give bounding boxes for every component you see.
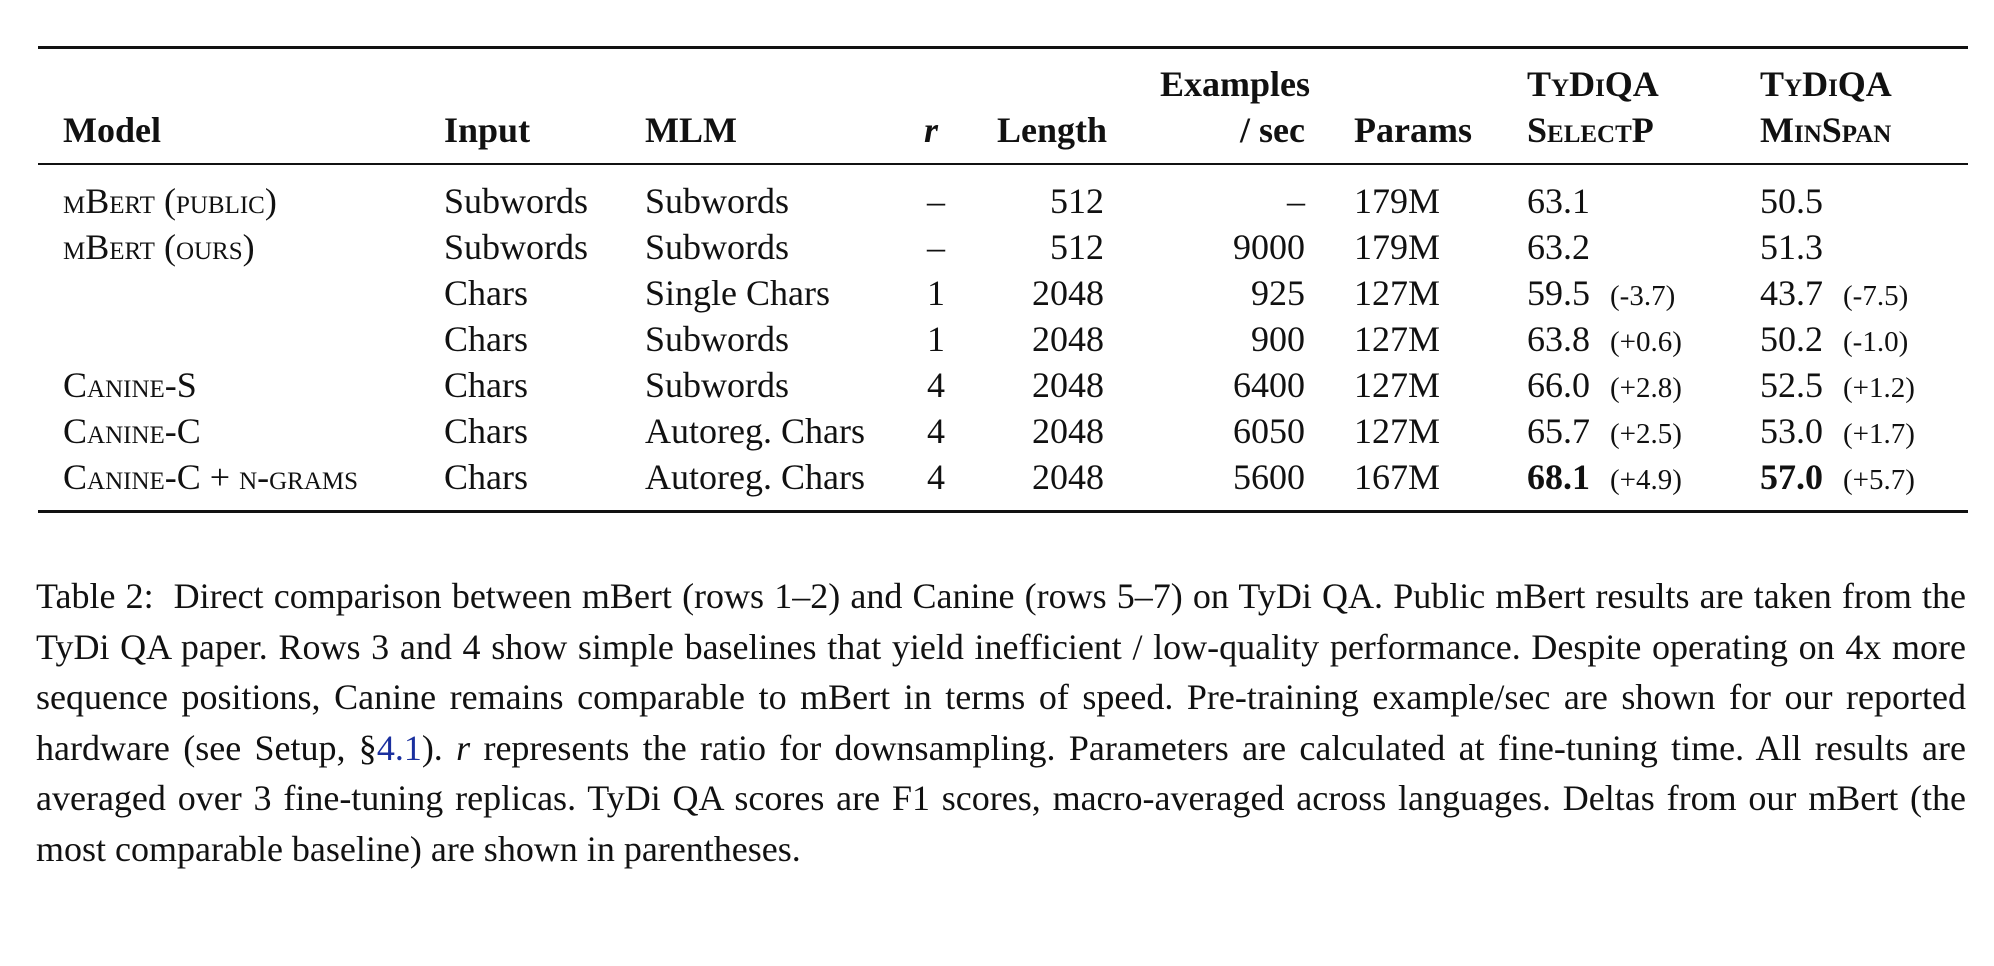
minspan-delta: (+5.7) xyxy=(1843,464,1915,496)
cell-model: Canine-S xyxy=(63,365,197,405)
cell-examples: 6400 xyxy=(1233,365,1305,405)
header-examples-line2: / sec xyxy=(1240,110,1305,150)
cell-minspan xyxy=(1760,408,1915,457)
cell-examples: 5600 xyxy=(1233,457,1305,497)
cell-minspan xyxy=(1760,270,1908,319)
table-top-rule xyxy=(38,46,1968,49)
cell-r: – xyxy=(927,227,945,267)
cell-r: – xyxy=(927,181,945,221)
minspan-score: 53.0 xyxy=(1760,411,1823,451)
cell-model: Canine-C + n-grams xyxy=(63,457,359,497)
cell-mlm: Subwords xyxy=(645,227,790,267)
selectp-score: 63.1 xyxy=(1527,181,1590,221)
cell-length: 2048 xyxy=(1032,457,1104,497)
table-row xyxy=(0,270,1994,316)
cell-length: 2048 xyxy=(1032,365,1104,405)
cell-model: mBert (ours) xyxy=(63,227,255,267)
cell-length: 2048 xyxy=(1032,411,1104,451)
section-link[interactable]: 4.1 xyxy=(376,727,422,768)
selectp-delta: (+2.8) xyxy=(1610,372,1682,404)
cell-length: 512 xyxy=(1050,181,1104,221)
cell-params: 179M xyxy=(1354,181,1441,221)
header-tydiqa-minspan-line2: MinSpan xyxy=(1760,110,1892,150)
cell-input: Chars xyxy=(444,411,528,451)
cell-params: 179M xyxy=(1354,227,1441,267)
cell-examples: 925 xyxy=(1251,273,1305,313)
cell-selectp xyxy=(1527,408,1682,457)
header-input: Input xyxy=(444,110,531,150)
cell-r: 4 xyxy=(927,457,945,497)
selectp-delta: (+4.9) xyxy=(1610,464,1682,496)
cell-input: Chars xyxy=(444,365,528,405)
minspan-score: 52.5 xyxy=(1760,365,1823,405)
selectp-score: 63.2 xyxy=(1527,227,1590,267)
cell-input: Chars xyxy=(444,319,528,359)
cell-params: 127M xyxy=(1354,319,1441,359)
minspan-delta: (+1.2) xyxy=(1843,372,1915,404)
cell-length: 2048 xyxy=(1032,319,1104,359)
cell-minspan xyxy=(1760,316,1908,365)
table-bottom-rule xyxy=(38,510,1968,513)
cell-selectp xyxy=(1527,316,1682,365)
table-row xyxy=(0,454,1994,500)
cell-input: Chars xyxy=(444,457,528,497)
cell-selectp xyxy=(1527,224,1590,270)
selectp-score: 65.7 xyxy=(1527,411,1590,451)
selectp-score: 63.8 xyxy=(1527,319,1590,359)
cell-selectp xyxy=(1527,270,1675,319)
cell-examples: 6050 xyxy=(1233,411,1305,451)
caption-label: Table 2: xyxy=(36,576,154,616)
cell-minspan xyxy=(1760,362,1915,411)
header-examples-line1: Examples xyxy=(1159,64,1310,104)
cell-r: 1 xyxy=(927,273,945,313)
header-r: r xyxy=(924,110,939,150)
caption-r-symbol: r xyxy=(456,727,471,768)
cell-mlm: Autoreg. Chars xyxy=(645,457,865,497)
minspan-score: 43.7 xyxy=(1760,273,1823,313)
cell-mlm: Subwords xyxy=(645,181,790,221)
cell-minspan xyxy=(1760,454,1915,503)
selectp-delta: (-3.7) xyxy=(1610,280,1676,312)
selectp-delta: (+0.6) xyxy=(1610,326,1682,358)
cell-length: 2048 xyxy=(1032,273,1104,313)
minspan-score: 50.5 xyxy=(1760,181,1823,221)
cell-selectp xyxy=(1527,362,1682,411)
cell-r: 1 xyxy=(927,319,945,359)
selectp-score: 68.1 xyxy=(1527,457,1590,497)
header-model: Model xyxy=(63,110,161,150)
cell-r: 4 xyxy=(927,411,945,451)
table-row xyxy=(0,316,1994,362)
minspan-score: 57.0 xyxy=(1760,457,1823,497)
cell-model: mBert (public) xyxy=(63,181,277,221)
cell-examples: 9000 xyxy=(1233,227,1305,267)
cell-model: Canine-C xyxy=(63,411,201,451)
header-params: Params xyxy=(1354,110,1472,150)
minspan-score: 50.2 xyxy=(1760,319,1823,359)
table-caption xyxy=(36,571,1966,874)
cell-params: 127M xyxy=(1354,411,1441,451)
cell-examples: – xyxy=(1287,181,1305,221)
cell-selectp xyxy=(1527,178,1590,224)
cell-minspan xyxy=(1760,224,1823,270)
cell-minspan xyxy=(1760,178,1823,224)
cell-params: 127M xyxy=(1354,273,1441,313)
cell-mlm: Single Chars xyxy=(645,273,830,313)
header-tydiqa-selectp-line1: TyDiQA xyxy=(1527,64,1659,104)
minspan-delta: (-1.0) xyxy=(1843,326,1909,358)
minspan-score: 51.3 xyxy=(1760,227,1823,267)
header-tydiqa-selectp-line2: SelectP xyxy=(1527,110,1654,150)
cell-params: 127M xyxy=(1354,365,1441,405)
cell-input: Subwords xyxy=(444,227,589,267)
header-mlm: MLM xyxy=(645,110,737,150)
cell-params: 167M xyxy=(1354,457,1441,497)
cell-r: 4 xyxy=(927,365,945,405)
cell-input: Chars xyxy=(444,273,528,313)
cell-mlm: Subwords xyxy=(645,365,790,405)
selectp-delta: (+2.5) xyxy=(1610,418,1682,450)
caption-text-part2: ). xyxy=(421,727,443,768)
header-tydiqa-minspan-line1: TyDiQA xyxy=(1760,64,1892,104)
table-row xyxy=(0,408,1994,454)
table-header-rule xyxy=(38,163,1968,165)
minspan-delta: (+1.7) xyxy=(1843,418,1915,450)
header-length: Length xyxy=(997,110,1108,150)
table-row xyxy=(0,224,1994,270)
table-row xyxy=(0,362,1994,408)
caption-text-part3: represents the ratio for downsampling. Parameters are calculated at fine-tuning time. All results are averaged over 3 fine-tuning replicas. TyDi QA scores are F1 scores, macro-averaged across languages. Deltas from our mBert (the most comparable baseline) are shown in parentheses. xyxy=(36,727,1967,869)
cell-length: 512 xyxy=(1050,227,1104,267)
cell-mlm: Autoreg. Chars xyxy=(645,411,865,451)
cell-mlm: Subwords xyxy=(645,319,790,359)
cell-input: Subwords xyxy=(444,181,589,221)
table-row xyxy=(0,178,1994,224)
cell-examples: 900 xyxy=(1251,319,1305,359)
cell-selectp xyxy=(1527,454,1682,503)
caption-text-part1: Direct comparison between mBert (rows 1–2) and Canine (rows 5–7) on TyDi QA. Public mBert results are taken from the TyDi QA paper. Rows 3 and 4 show simple baselines that yield inefficient / low-quality performance. Despite operating on 4x more sequence positions, Canine remains comparable to mBert in terms of speed. Pre-training example/sec are shown for our reported hardware (see Setup, § xyxy=(36,576,1967,768)
selectp-score: 59.5 xyxy=(1527,273,1590,313)
minspan-delta: (-7.5) xyxy=(1843,280,1909,312)
selectp-score: 66.0 xyxy=(1527,365,1590,405)
